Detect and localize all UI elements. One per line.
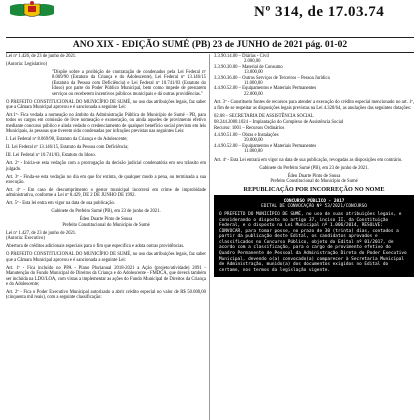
budget-row-label: 4.4.90.52.00 – Equipamentos e Materiais Permanentes (214, 143, 317, 149)
column-divider (209, 54, 210, 420)
law1-signature-role: Prefeito Constitucional do Município de Sumé (62, 222, 150, 228)
law2-ementa: Abertura de créditos adicionais especiais para o fim que especifica e adota outras providências. (6, 244, 185, 250)
budget-row (214, 54, 414, 65)
law1-ementa: "Dispõe sobre a proibição de contratação de condenados pela Lei Federal nº 8.069/90 (Estatuto da Criança e do Adolescente), Lei Federal nº 13.146/15 (Estatuto da Pessoa com Deficiência) e Lei Federal nº 10.741/03 (Estatuto do Idoso) por parte do Poder Público Municipal, bem como impede de prestarem serviços ou receberem incentivos públicos municipais e dá outras providências." (52, 70, 206, 97)
budget-row-amount: 13.000,00 (244, 70, 263, 76)
right-column (214, 54, 414, 277)
budget-row-label: 4.4.90.52.00 – Equipamentos e Materiais Permanentes (214, 86, 317, 92)
law2-article-1: Art. 1º - Fica incluído no PPA - Plano Plurianual 2018-2021 a Ação (projeto/atividade) 2091 - Manutenção do Fundo Municipal de Direitos da Criança e do Adolescente - FMDCA, que deverá também ser incluída na LDO/LOA, com vistas a implementar as ações do Fundo Municipal de Direitos da Criança e do Adolescente; (6, 265, 206, 287)
law1-article-5: Art. 5º - Esta lei entra em vigor na data de sua publicação. (6, 201, 115, 207)
law1-article-3: Art. 3º - Finda-se esta vedação no dia em que for extinta, de qualquer modo a pena, ou terminada a sua execução. (6, 174, 206, 186)
law1-article-1: Art.1º- Fica vedada a nomeação no âmbito da Administração Pública do Município de Sumé - PB, para todos os cargos em comissão de livre nomeação e exoneração, ou ainda aqueles de provimento efetivo mediante concurso público e ainda vedado o credenciamento de qualquer benefício social previsto em leis Municipais, às pessoas que tiverem sido condenadas por infrações previstas nas seguintes Leis: (6, 113, 206, 135)
law2-article-4: Art. 4º - Esta Lei entrará em vigor na data de sua publicação, revogadas as disposições em contrário. (214, 157, 403, 163)
notice-body: O PREFEITO DO MUNICÍPIO DE SUMÉ, no uso de suas atribuições legais, e considerando o disposto no artigo 37, inciso II, da Constituição Federal, e o disposto na Lei Municipal nº 1.006/2014, RESOLVE: CONVOCAR, para tomar posse, no prazo de 30 (trinta) dias, contados a partir da publicação deste Edital, os candidatos aprovados e classificados no Concurso Público, objeto do Edital nº 01/2017, de acordo com a classificação, para o cargo de provimento efetivo do Quadro Permanente de Pessoal da Administração Direta do Poder Executivo Municipal, devendo o(a) convocado(a) comparecer à Secretaria Municipal de Administração, munido(a) dos documentos exigidos no Edital do certame, nos termos da legislação vigente. (219, 211, 407, 273)
law1-preamble: O PREFEITO CONSTITUCIONAL DO MUNICÍPIO DE SUMÉ, no uso das atribuições legais, faz saber que a Câmara Municipal aprovou e é sancionada a seguinte Lei: (6, 99, 206, 111)
issue-number: Nº 314, de 17.03.74 (254, 4, 385, 20)
law2-title: Lei nº 1.427, de 23 de junho de 2021. (6, 230, 77, 236)
budget-row-amount: 11.000,00 (244, 149, 263, 155)
law2-article-2: Art. 2º - Fica o Poder Executivo Municipal autorizado a abrir crédito especial no valor de R$ 50.000,00 (cinquenta mil reais), com a seguinte classificação: (6, 289, 206, 301)
notice-subtitle: EDITAL DE CONVOCAÇÃO Nº 53/2021/CONCURSO (261, 204, 367, 210)
notice-title: CONCURSO PÚBLICO - 2017 (283, 198, 345, 204)
left-column (6, 54, 206, 303)
law2-signature-role: Prefeito Constitucional do Município de Sumé (270, 178, 358, 184)
header-rule-bottom (6, 52, 414, 53)
edition-line: ANO XIX - EDIÇÃO SUMÉ (PB) 23 de JUNHO de 2021 pág. 01-02 (72, 40, 348, 50)
law1-article-4: Art. 4º - Em caso de descumprimento o gestor municipal incorrerá em crime de improbidade administrativa, conforme a Lei nº 8.429, DE 2 DE JUNHO DE 1992. (6, 188, 206, 199)
budget-row-label: 3.3.90.36.00 – Outros Serviços de Terceiros – Pessoa Jurídica (214, 75, 330, 81)
budget-action: 08.244.2008.1024 – Implantação do Complexo de Assistência Social (214, 120, 344, 126)
budget-row-amount: 22.000,00 (244, 91, 263, 97)
header-rule-top (6, 37, 414, 38)
contest-notice-scan (214, 195, 414, 278)
law2-preamble: O PREFEITO CONSTITUCIONAL DO MUNICÍPIO DE SUMÉ, no uso das atribuições legais, faz saber que a Câmara Municipal aprovou e é sancionada a seguinte Lei: (6, 252, 206, 263)
budget-organ: 02.08 – SECRETARIA DE ASSISTÊNCIA SOCIAL (214, 113, 314, 119)
budget-row-label: 3.3.90.30.00 – Material de Consumo (214, 64, 283, 70)
budget-row (214, 133, 414, 144)
budget-row-amount: 39.000,00 (244, 138, 263, 144)
law1-article-2: Art. 2º - Inicia-se esta vedação com a prorrogação da decisão judicial condenatória em seu trânsito em julgado. (6, 161, 206, 172)
budget-row (214, 86, 414, 97)
law1-title: Lei nº 1.426, de 23 de junho de 2021. (6, 54, 77, 59)
law1-author: (Autoria: Legislativo) (6, 62, 48, 67)
law1-item-2: II. Lei Federal nº 13.146/15, Estatuto da Pessoa com Deficiência; (6, 145, 129, 151)
budget-row-label: 3.3.90.14.00 – Diárias - Civil (214, 54, 269, 59)
budget-row (214, 65, 414, 76)
budget-row (214, 144, 414, 155)
budget-row-label: 4.4.90.51.00 – Obras e Instalações (214, 132, 279, 138)
law2-article-3: Art. 3º - Constituem fontes de recursos para atender a execução do crédito especial mencionado no art. 1º, a fim de se respeitar as disposições legais previstas na Lei 4.320/64, as anulações das seguintes dotações: (214, 100, 414, 111)
budget-resource: Recurso: 1001 – Recursos Ordinários (214, 126, 285, 132)
municipal-crest-icon (8, 0, 56, 20)
law2-cabinet-line: Gabinete do Prefeito Sumé (PB), em 23 de junho de 2021. (259, 165, 369, 171)
law2-author: (Autoria: Executivo) (6, 236, 45, 242)
law1-item-1: I. Lei Federal nº 8.069/90, Estatuto da Criança e do Adolescente; (6, 137, 128, 143)
budget-row-amount: 2.000,00 (244, 59, 261, 65)
law1-cabinet-line: Gabinete do Prefeito Sumé (PB), em 23 de junho de 2021. (51, 209, 161, 215)
budget-row-amount: 11.000,00 (244, 81, 263, 87)
budget-row (214, 76, 414, 87)
republication-heading: REPUBLICAÇÃO POR INCORREÇÃO NO NOME (243, 186, 385, 194)
law1-item-3: III. Lei Federal nº 10.741/03, Estatuto do Idoso. (6, 153, 96, 159)
masthead (0, 0, 420, 38)
law1-signature-name: Éden Duarte Pinto de Sousa (79, 217, 133, 223)
law2-signature-name: Éden Duarte Pinto de Sousa (287, 173, 341, 179)
